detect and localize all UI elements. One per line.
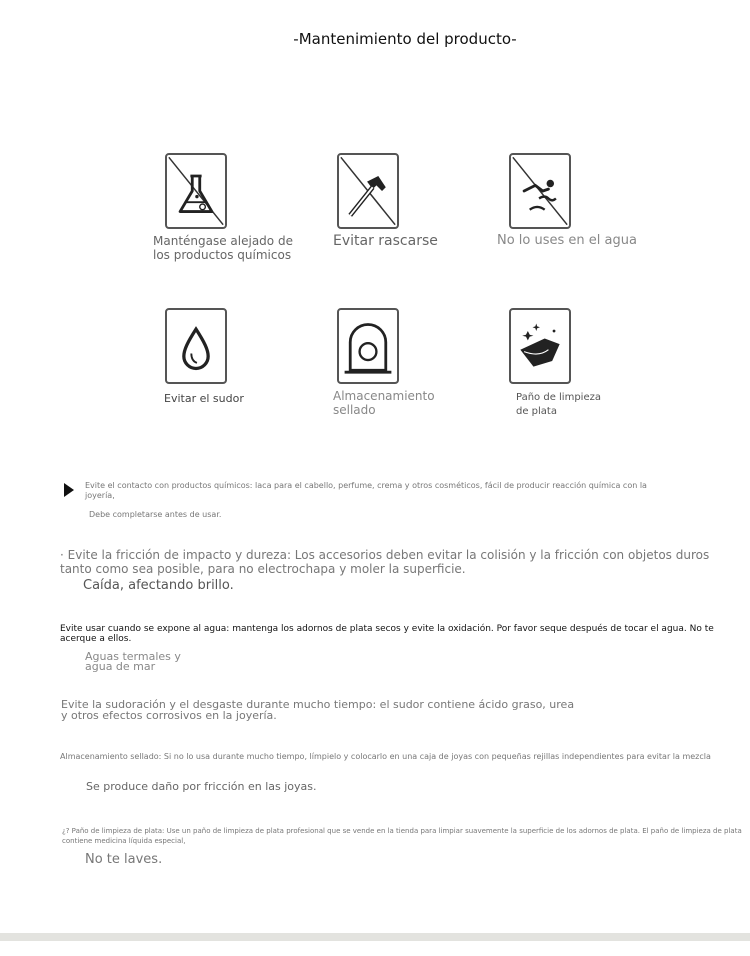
icon-caption-water: No lo uses en el agua — [497, 233, 637, 248]
polishing-cloth-icon — [509, 308, 571, 384]
note-chemicals: Evite el contacto con productos químicos: laca para el cabello, perfume, crema y otros cosméticos, fácil de producir reacción química con la joyería, — [85, 481, 647, 500]
page-title: -Mantenimiento del producto- — [293, 30, 517, 48]
icon-caption-chemicals: Manténgase alejado de los productos químicos — [153, 234, 293, 262]
note-cloth-sub: No te laves. — [85, 852, 163, 867]
icon-caption-storage: Almacenamiento sellado — [333, 389, 435, 417]
note-friction: · Evite la fricción de impacto y dureza: Los accesorios deben evitar la colisión y la fricción con objetos duros tanto como sea posible, para no electrochapa y moler la superficie. — [60, 548, 710, 576]
icon-caption-scratch: Evitar rascarse — [333, 233, 438, 249]
note-friction-sub: Caída, afectando brillo. — [83, 578, 234, 593]
note-storage: Almacenamiento sellado: Si no lo usa durante mucho tiempo, límpielo y colocarlo en una caja de joyas con pequeñas rejillas independientes para evitar la mezcla — [60, 752, 711, 761]
play-arrow-icon — [64, 483, 74, 497]
hammer-icon — [337, 153, 399, 229]
note-chemicals-sub: Debe completarse antes de usar. — [89, 510, 222, 519]
note-water-sub: Aguas termales y agua de mar — [85, 650, 181, 673]
swimmer-icon — [509, 153, 571, 229]
icon-caption-sweat: Evitar el sudor — [164, 392, 244, 405]
icon-caption-cloth: Paño de limpieza de plata — [516, 392, 601, 417]
note-sweat: Evite la sudoración y el desgaste durante mucho tiempo: el sudor contiene ácido graso, urea y otros efectos corrosivos en la joyería. — [61, 698, 575, 722]
bottom-divider — [0, 933, 750, 941]
note-storage-sub: Se produce daño por fricción en las joyas. — [86, 780, 317, 793]
note-water: Evite usar cuando se expone al agua: mantenga los adornos de plata secos y evite la oxidación. Por favor seque después de tocar el agua. No te acerque a ellos. — [60, 624, 714, 644]
sealed-box-icon — [337, 308, 399, 384]
sweat-drop-icon — [165, 308, 227, 384]
note-cloth: ¿? Paño de limpieza de plata: Use un paño de limpieza de plata profesional que se vende en la tienda para limpiar suavemente la superficie de los adornos de plata. El paño de limpieza de plata contiene medicina líquida especial, — [62, 827, 742, 845]
flask-icon — [165, 153, 227, 229]
